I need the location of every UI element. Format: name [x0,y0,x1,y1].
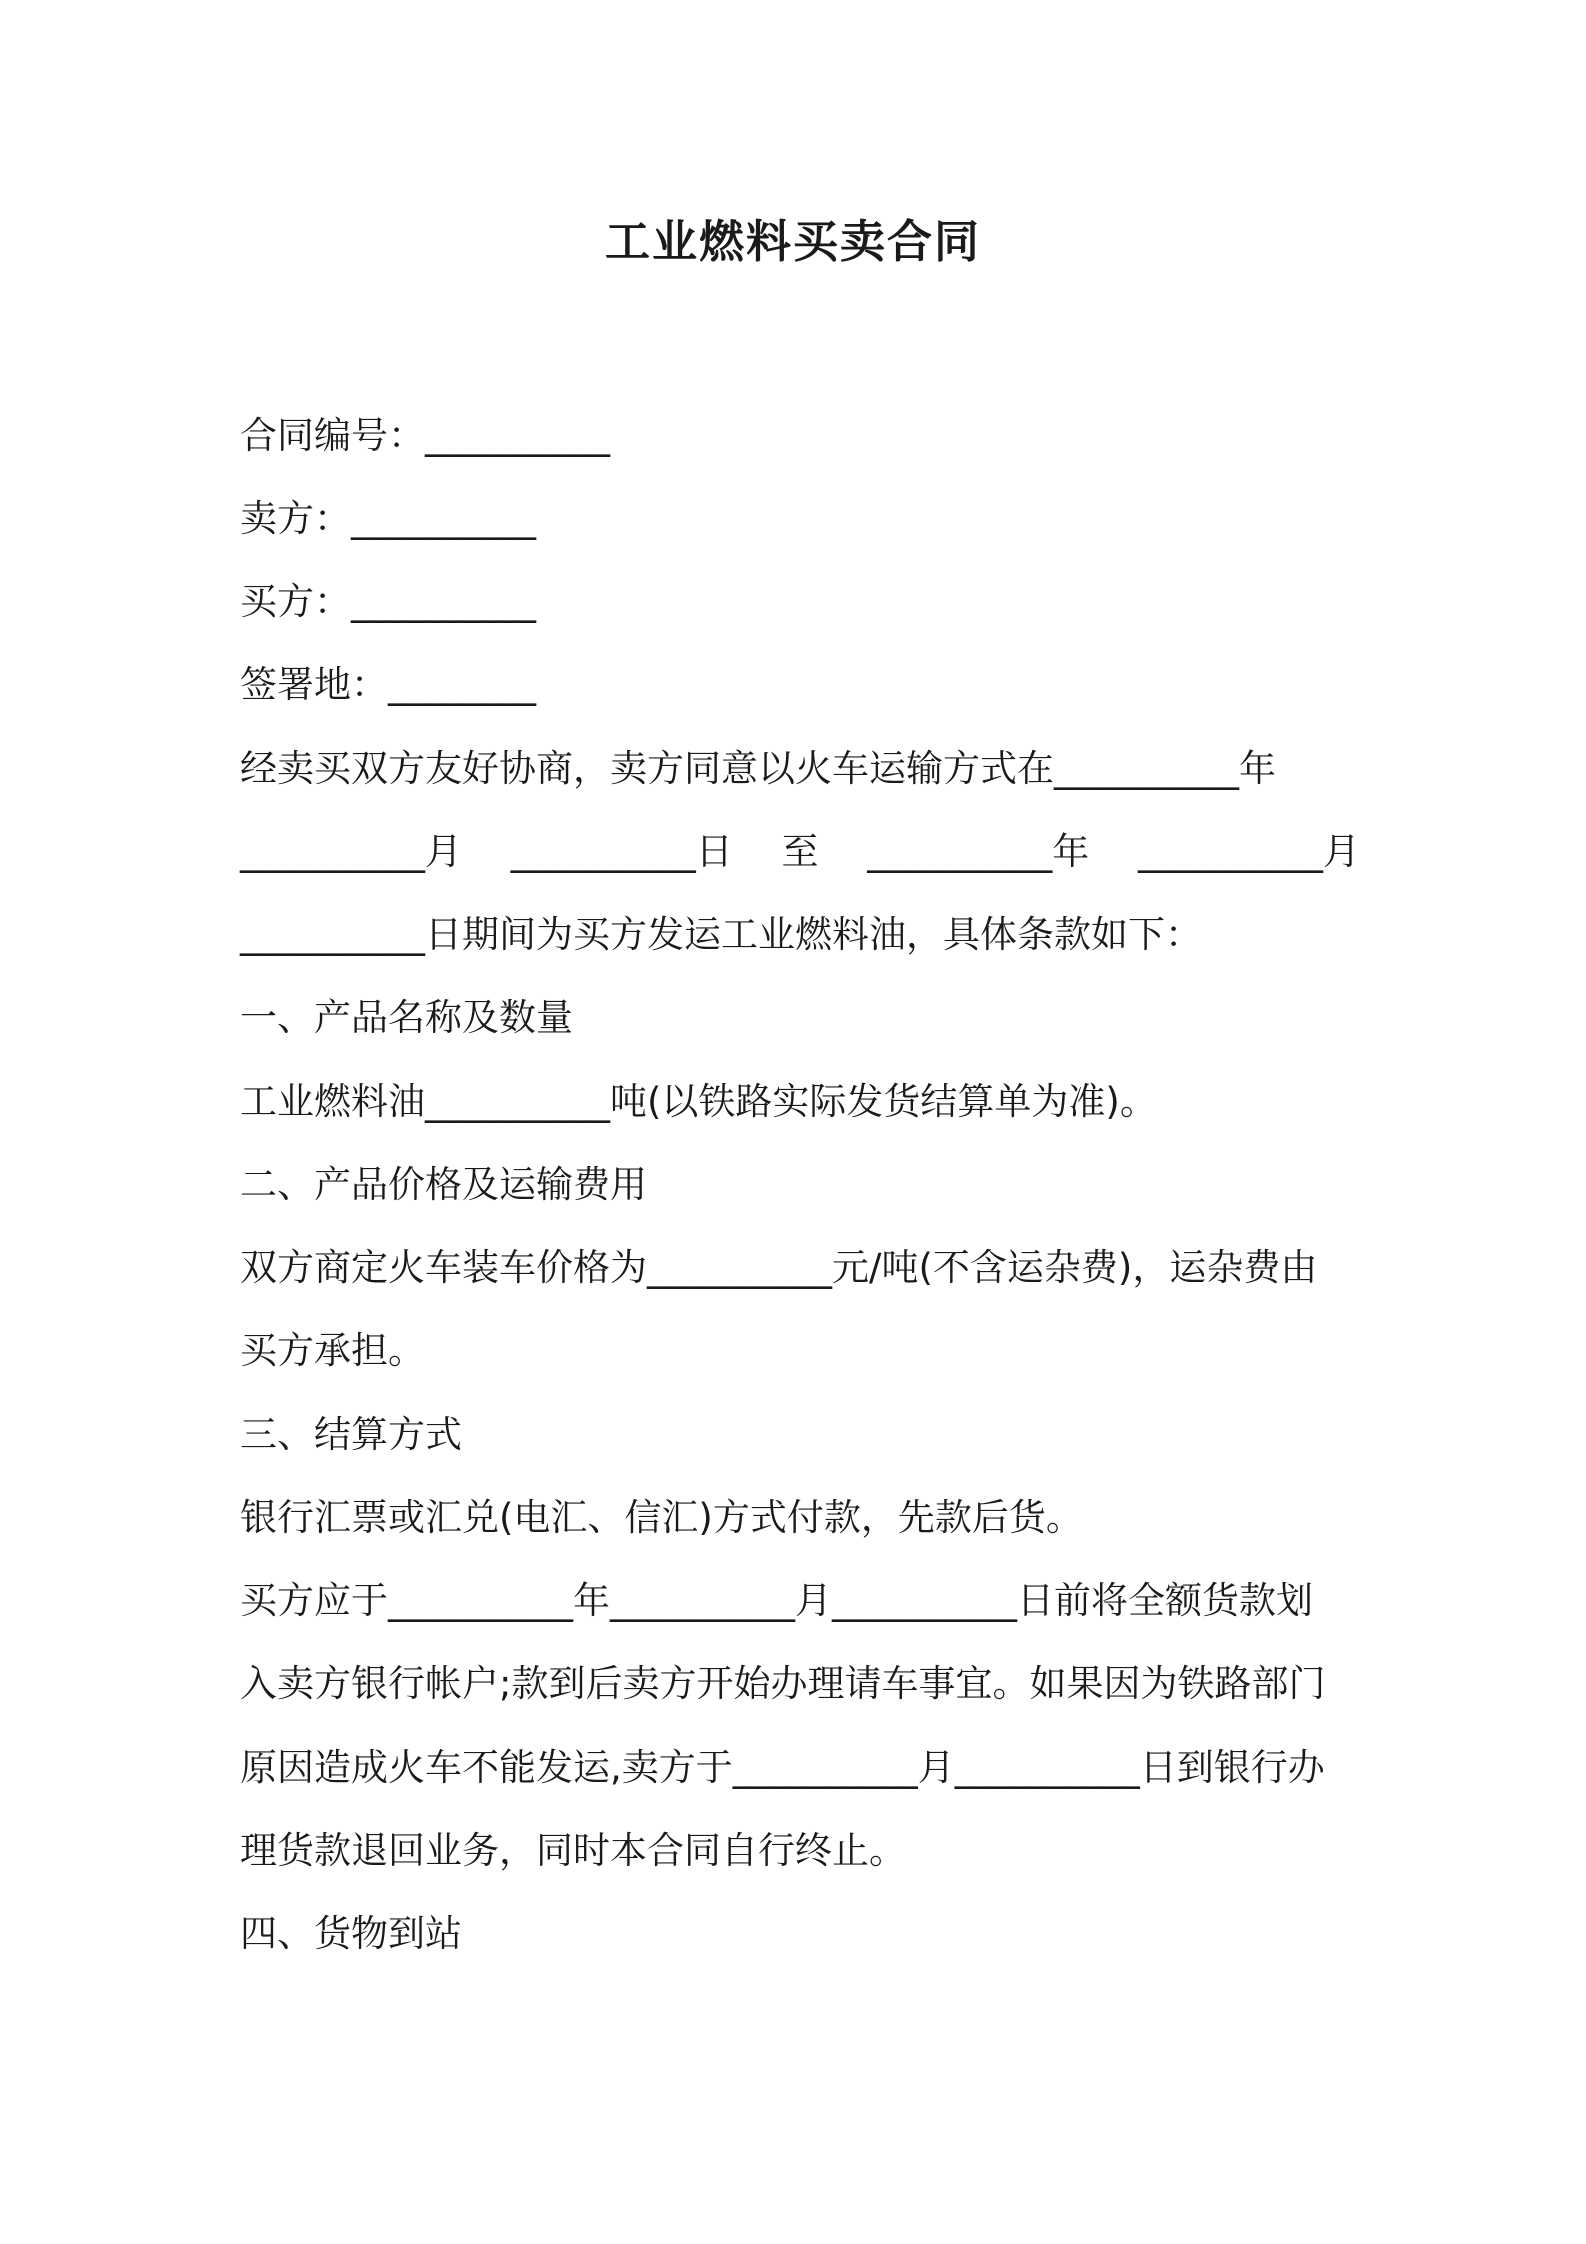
intro-paragraph-line-1: 经卖买双方友好协商，卖方同意以火车运输方式在__________年 [240,747,1276,790]
section-heading-4: 四、货物到站 [240,1912,462,1955]
intro-paragraph-line-3: __________日期间为买方发运工业燃料油，具体条款如下： [240,913,1202,956]
section-1-text: 工业燃料油__________吨(以铁路实际发货结算单为准)。 [240,1080,1157,1123]
document-title: 工业燃料买卖合同 [604,215,981,268]
section-heading-1: 一、产品名称及数量 [240,996,573,1039]
date-segment: __________月 [1138,830,1360,873]
section-3-paragraph-line-2: 入卖方银行帐户;款到后卖方开始办理请车事宜。如果因为铁路部门 [240,1662,1326,1705]
section-3-paragraph-line-3: 原因造成火车不能发运,卖方于__________月__________日到银行办 [240,1746,1325,1789]
section-2-text-line-2: 买方承担。 [240,1329,425,1372]
intro-paragraph-line-2 [240,826,1360,878]
section-3-paragraph-line-1: 买方应于__________年__________月__________日前将全额货款划 [240,1579,1313,1622]
section-heading-2: 二、产品价格及运输费用 [240,1163,647,1206]
contract-number-line: 合同编号：__________ [240,414,610,457]
date-segment: __________日 [510,830,733,873]
section-heading-3: 三、结算方式 [240,1413,462,1456]
section-3-paragraph-line-4: 理货款退回业务，同时本合同自行终止。 [240,1829,906,1872]
signing-place-line: 签署地：________ [240,663,536,706]
seller-line: 卖方：__________ [240,497,536,540]
buyer-line: 买方：__________ [240,580,536,623]
date-segment: __________年 [867,830,1090,873]
section-3-text: 银行汇票或汇兑(电汇、信汇)方式付款，先款后货。 [240,1496,1083,1539]
date-segment: 至 [781,830,819,873]
section-2-text-line-1: 双方商定火车装车价格为__________元/吨(不含运杂费)，运杂费由 [240,1246,1318,1289]
date-segment: __________月 [240,830,462,873]
